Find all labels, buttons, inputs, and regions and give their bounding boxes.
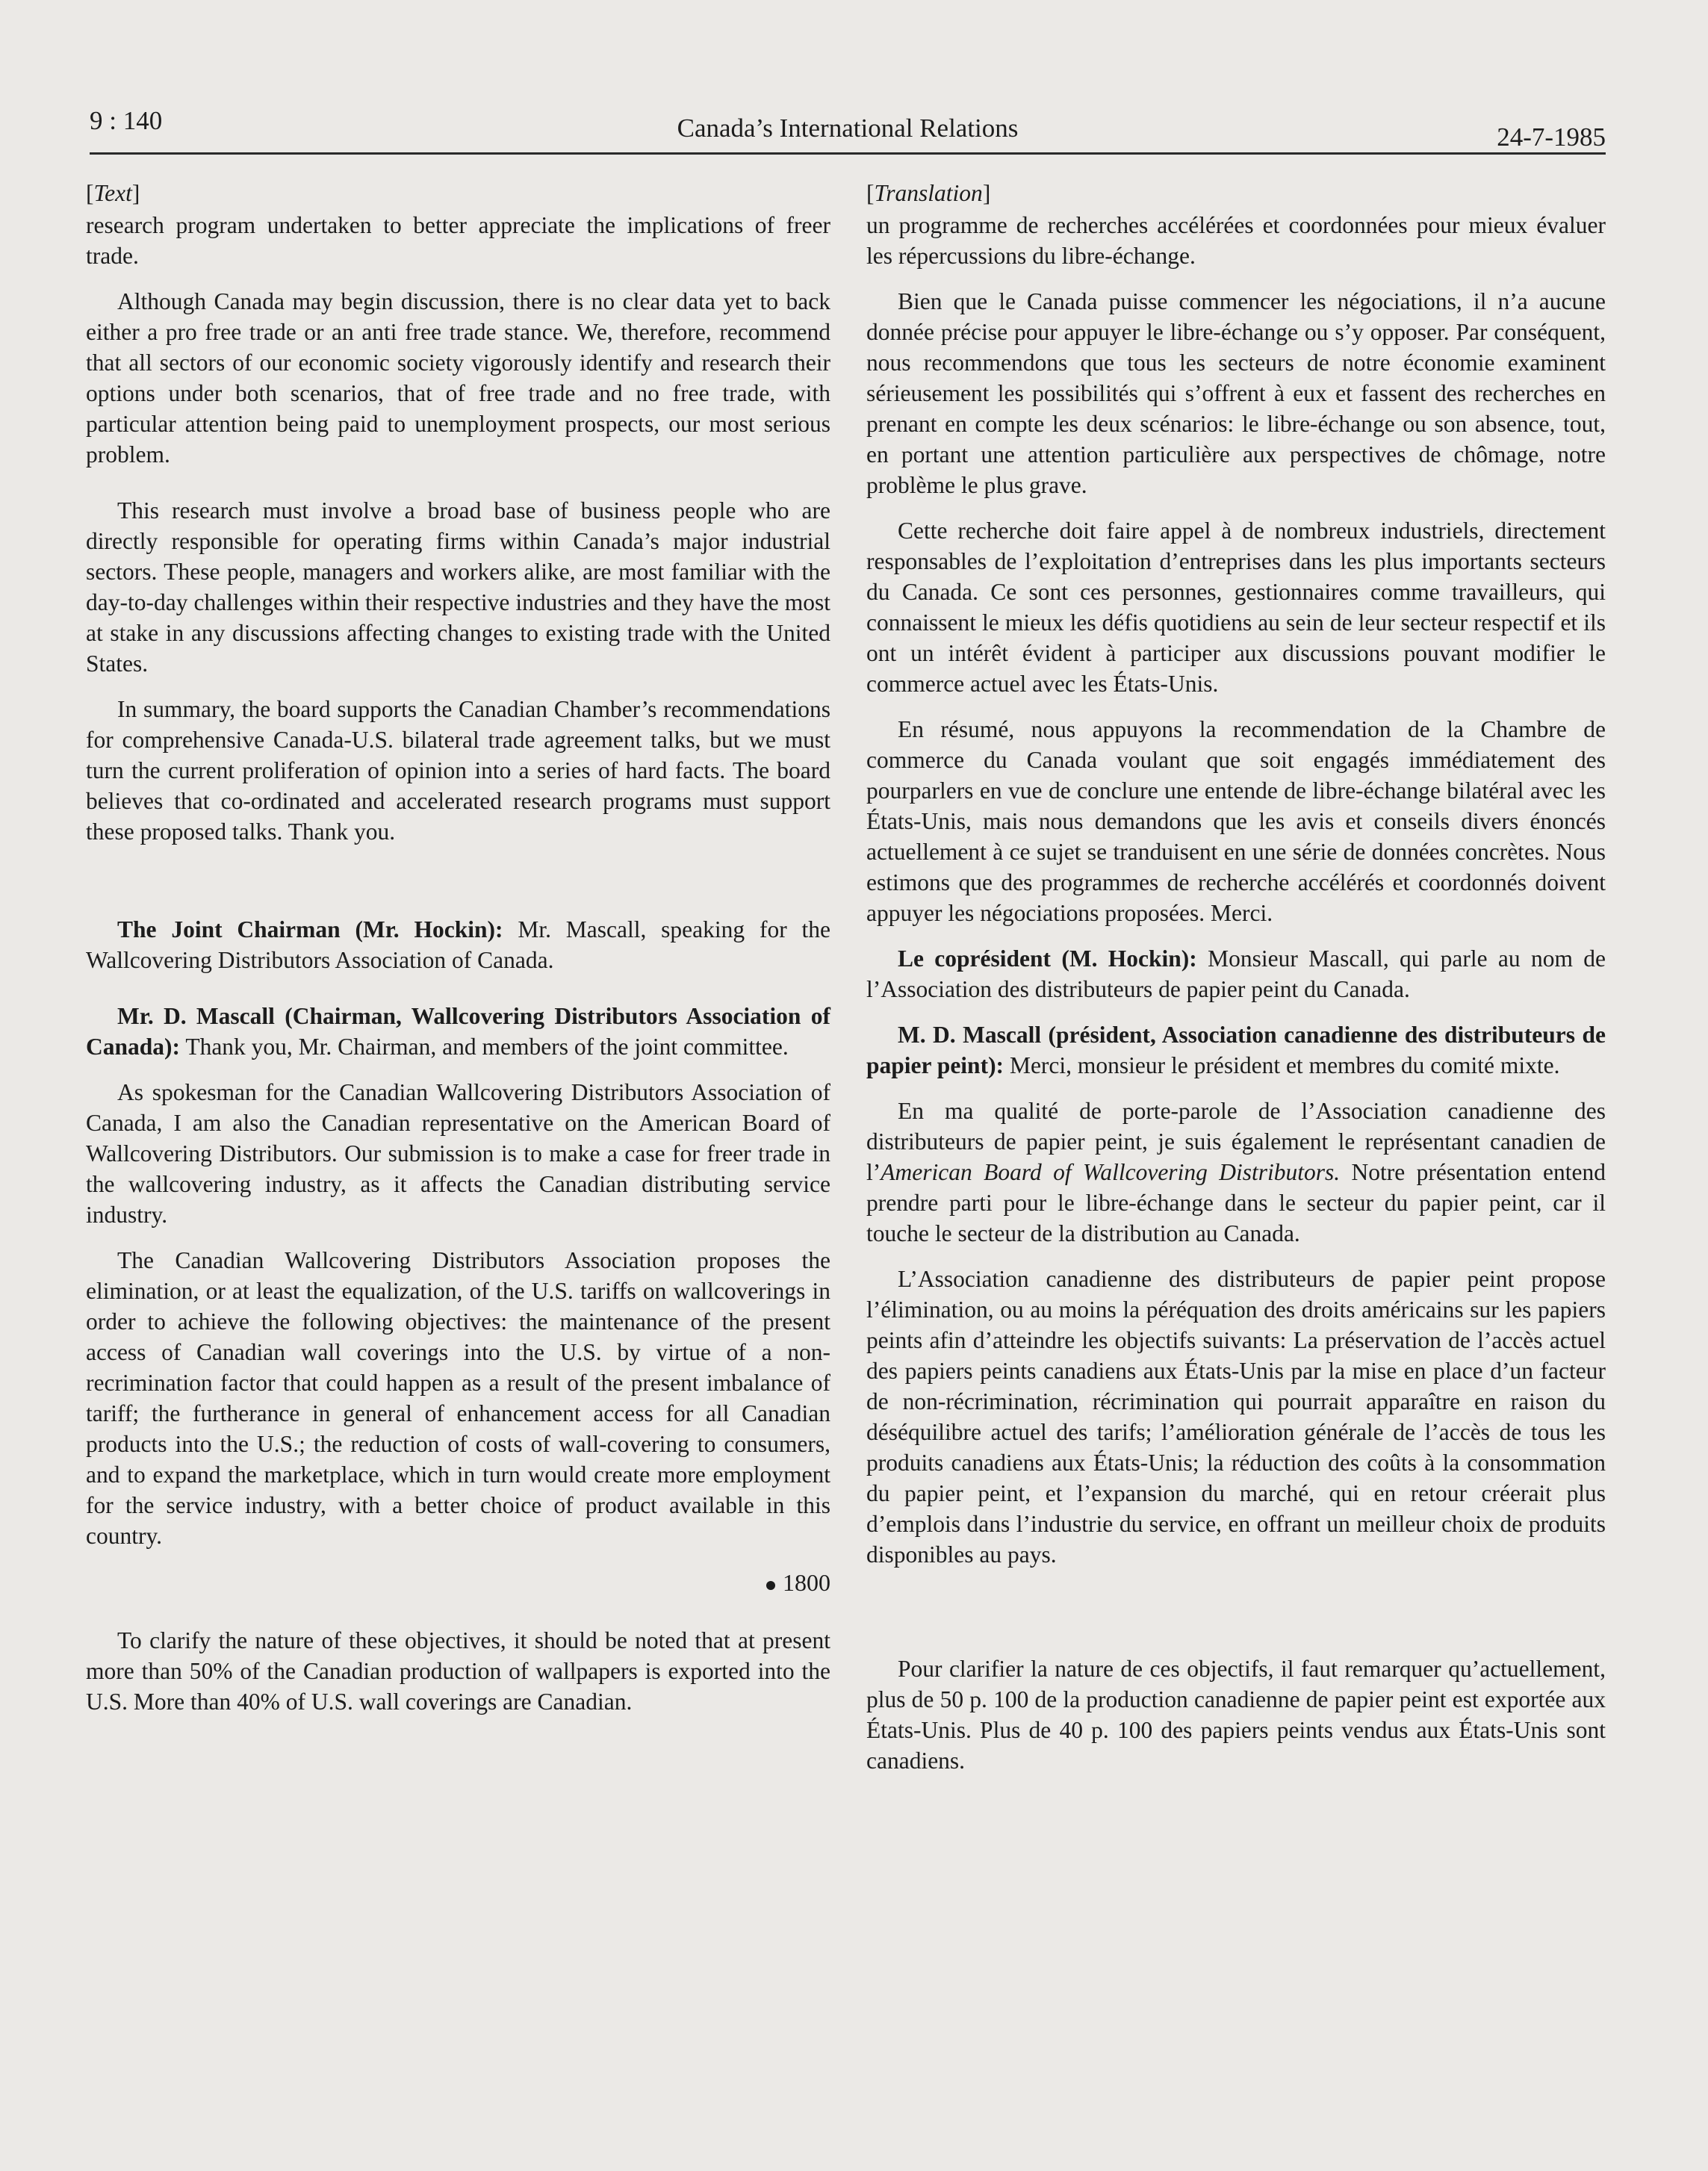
speaker-paragraph: The Joint Chairman (Mr. Hockin): Mr. Mascall, speaking for the Wallcovering Distributors Association of Canada.	[86, 916, 830, 973]
paragraph: En résumé, nous appuyons la recommendation de la Chambre de commerce du Canada voulant que soit engagés immédiatement des pourparlers en vue de conclure une entende de libre-échange bilatéral avec les États-Unis, mais nous demandons que les avis et conseils divers énoncés actuellement à ce sujet se tranduisent en une série de données concrètes. Nous estimons que des programmes de recherche accélérés et coordonnés doivent appuyer les négociations proposées. Merci.	[866, 716, 1606, 926]
speaker-name: The Joint Chairman (Mr. Hockin):	[117, 916, 503, 942]
running-title: Canada’s International Relations	[677, 114, 1019, 143]
paragraph: As spokesman for the Canadian Wallcovering Distributors Association of Canada, I am also the Canadian representative on the American Board of Wallcovering Distributors. Our submission is to make a case for freer trade in the wallcovering industry, as it affects the Canadian distributing service industry.	[86, 1079, 830, 1228]
paragraph: Bien que le Canada puisse commencer les négociations, il n’a aucune donnée précise pour appuyer le libre-échange ou s’y opposer. Par conséquent, nous recommendons que tous les secteurs de notre économie examinent sérieusement les possibilités qui s’offrent à eux et fassent des recherches en prenant en compte les deux scénarios: le libre-échange ou son absence, tout, en portant une attention particulière aux perspectives de chômage, notre problème le plus grave.	[866, 288, 1606, 498]
text-label: [Text]	[86, 180, 140, 206]
speaker-paragraph: Le coprésident (M. Hockin): Monsieur Mascall, qui parle au nom de l’Association des distributeurs de papier peint du Canada.	[866, 945, 1606, 1002]
speaker-paragraph: Mr. D. Mascall (Chairman, Wallcovering Distributors Association of Canada): Thank you, Mr. Chairman, and members of the joint committee.	[86, 1003, 830, 1060]
organization-name: American Board of Wallcovering Distributors.	[881, 1159, 1341, 1185]
paragraph: The Canadian Wallcovering Distributors Association proposes the elimination, or at least the equalization, of the U.S. tariffs on wallcoverings in order to achieve the following objectives: the maintenance of the present access of Canadian wall coverings into the U.S. by virtue of a non-recrimination factor that could happen as a result of the present imbalance of tariff; the furtherance in general of enhancement access for all Canadian products into the U.S.; the reduction of costs of wall-covering to consumers, and to expand the marketplace, which in turn would create more employment for the service industry, with a better choice of product available in this country.	[86, 1247, 830, 1549]
paragraph: L’Association canadienne des distributeurs de papier peint propose l’élimination, ou au moins la péréquation des droits américains sur les papiers peints afin d’atteindre les objectifs suivants: La préservation de l’accès actuel des papiers peints canadiens aux États-Unis par la mise en place d’un facteur de non-récrimination, récrimination qui pourrait apparaître en raison du déséquilibre actuel des tarifs; l’amélioration générale de l’accès de tous les produits canadiens aux États-Unis; la réduction des coûts à la consommation du papier peint, et l’expansion du marché, qui en retour créerait plus d’emplois dans l’industrie du service, en offrant un meilleur choix de produits disponibles au pays.	[866, 1266, 1606, 1568]
bullet-icon	[766, 1581, 775, 1590]
paragraph: research program undertaken to better appreciate the implications of freer trade.	[86, 212, 830, 269]
speaker-paragraph: M. D. Mascall (président, Association canadienne des distributeurs de papier peint): Merci, monsieur le président et membres du comité mixte.	[866, 1022, 1606, 1078]
speaker-name: Le coprésident (M. Hockin):	[898, 945, 1197, 972]
paragraph: To clarify the nature of these objectives, it should be noted that at present more than 50% of the Canadian production of wallpapers is exported into the U.S. More than 40% of U.S. wall coverings are Canadian.	[86, 1627, 830, 1715]
paragraph: un programme de recherches accélérées et coordonnées pour mieux évaluer les répercussions du libre-échange.	[866, 212, 1606, 269]
paragraph: En ma qualité de porte-parole de l’Association canadienne des distributeurs de papier peint, je suis également le représentant canadien de l’American Board of Wallcovering Distributors. Notre présentation entend prendre parti pour le libre-échange dans le secteur du papier peint, car il touche le secteur de la distribution au Canada.	[866, 1098, 1606, 1246]
speaker-name: M. D. Mascall (président, Association canadienne des distributeurs de papier peint):	[866, 1022, 1606, 1078]
french-column	[866, 178, 1606, 1776]
page-number: 9 : 140	[90, 106, 163, 135]
time-marker: 1800	[86, 1568, 830, 1598]
paragraph: Although Canada may begin discussion, there is no clear data yet to back either a pro free trade or an anti free trade stance. We, therefore, recommend that all sectors of our economic society vigorously identify and research their options under both scenarios, that of free trade and no free trade, with particular attention being paid to unemployment prospects, our most serious problem.	[86, 288, 830, 468]
paragraph: This research must involve a broad base of business people who are directly responsible for operating firms within Canada’s major industrial sectors. These people, managers and workers alike, are most familiar with the day-to-day challenges within their respective industries and they have the most at stake in any discussions affecting changes to existing trade with the United States.	[86, 497, 830, 677]
page-header	[90, 106, 1606, 155]
paragraph: Cette recherche doit faire appel à de nombreux industriels, directement responsables de l’exploitation d’entreprises dans les plus importants secteurs du Canada. Ce sont ces personnes, gestionnaires comme travailleurs, qui connaissent le mieux les défis quotidiens au sein de leur secteur respectif et ils ont un intérêt évident à participer aux discussions pouvant modifier le commerce actuel avec les États-Unis.	[866, 518, 1606, 697]
english-column	[86, 178, 830, 1717]
translation-label: [Translation]	[866, 180, 991, 206]
speaker-name: Mr. D. Mascall (Chairman, Wallcovering Distributors Association of Canada):	[86, 1003, 830, 1060]
paragraph: Pour clarifier la nature de ces objectifs, il faut remarquer qu’actuellement, plus de 50 p. 100 de la production canadienne de papier peint est exportée aux États-Unis. Plus de 40 p. 100 des papiers peints vendus aux États-Unis sont canadiens.	[866, 1656, 1606, 1774]
paragraph: In summary, the board supports the Canadian Chamber’s recommendations for comprehensive Canada-U.S. bilateral trade agreement talks, but we must turn the current proliferation of opinion into a series of hard facts. The board believes that co-ordinated and accelerated research programs must support these proposed talks. Thank you.	[86, 696, 830, 845]
header-date: 24-7-1985	[1497, 122, 1606, 152]
